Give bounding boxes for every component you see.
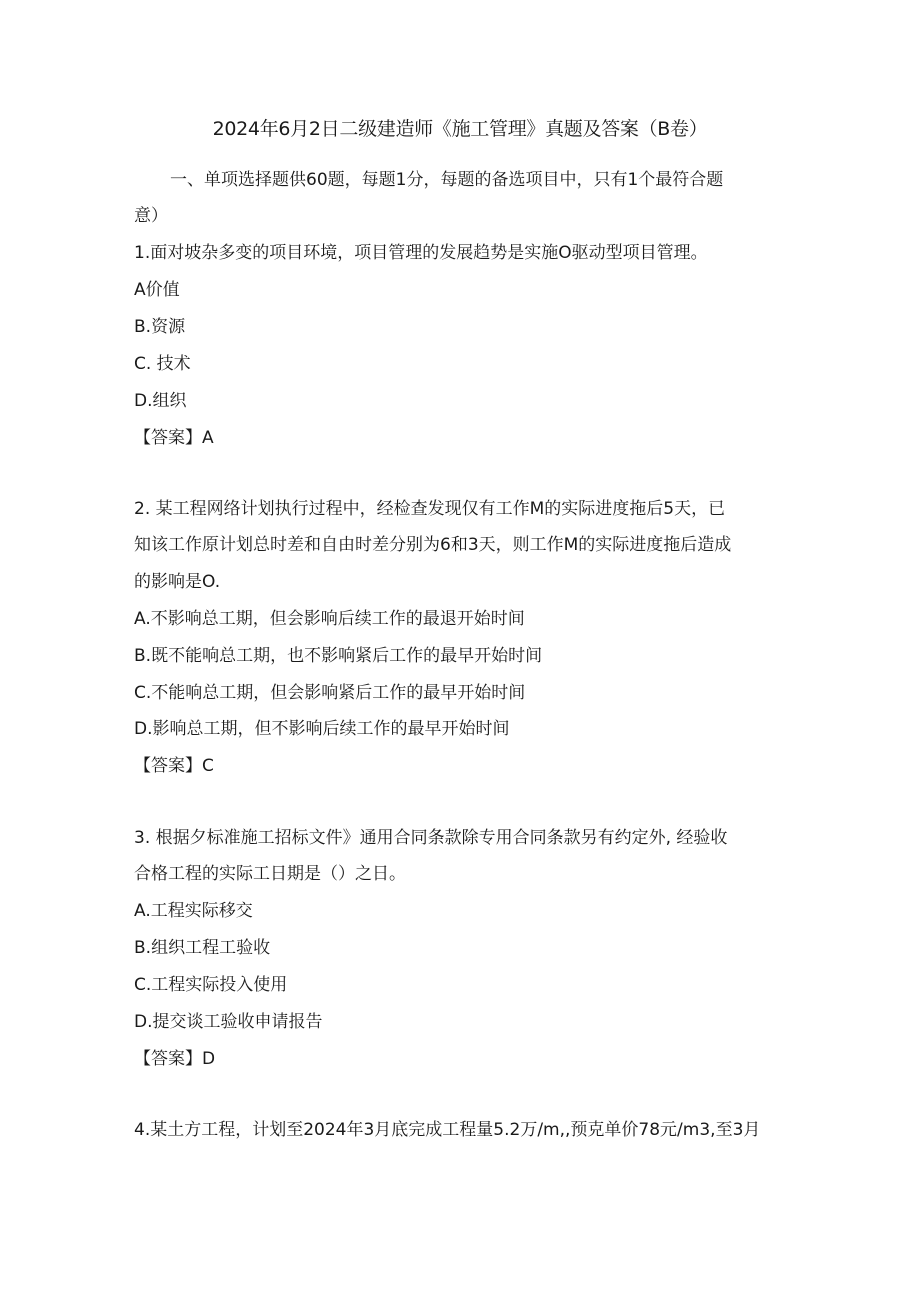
question-1-option-a: A价值: [134, 280, 180, 300]
section-intro-line-1: 一、单项选择题供60题，每题1分，每题的备选项目中，只有1个最符合题: [170, 170, 724, 190]
question-3-answer: 【答案】D: [134, 1049, 216, 1069]
question-3-option-c: C.工程实际投入使用: [134, 975, 288, 995]
question-2-answer: 【答案】C: [134, 756, 214, 776]
question-2-option-a: A.不影响总工期，但会影响后续工作的最退开始时间: [134, 609, 525, 629]
question-2-option-d: D.影响总工期，但不影响后续工作的最早开始时间: [134, 719, 510, 739]
question-3-option-a: A.工程实际移交: [134, 901, 253, 921]
question-3-stem-line-2: 合格工程的实际工日期是（）之日。: [134, 864, 406, 884]
section-intro-line-2: 意）: [134, 206, 168, 226]
question-1-stem: 1.面对坡杂多变的项目环境，项目管理的发展趋势是实施O驱动型项目管理。: [134, 243, 708, 263]
question-3-stem-line-1: 3. 根据夕标准施工招标文件》通用合同条款除专用合同条款另有约定外, 经验收: [134, 828, 728, 848]
question-3-option-b: B.组织工程工验收: [134, 938, 271, 958]
question-1-answer: 【答案】A: [134, 428, 214, 448]
question-2-stem-line-3: 的影响是O.: [134, 572, 221, 592]
question-2-option-b: B.既不能响总工期，也不影响紧后工作的最早开始时间: [134, 646, 543, 666]
question-2-stem-line-2: 知该工作原计划总时差和自由时差分别为6和3天，则工作M的实际进度拖后造成: [134, 535, 732, 555]
question-4-stem-line-1: 4.某土方工程，计划至2024年3月底完成工程量5.2万/m,,预克单价78元/m3,至3月: [134, 1120, 761, 1140]
question-1-option-c: C. 技术: [134, 354, 191, 374]
question-2-stem-line-1: 2. 某工程网络计划执行过程中，经检查发现仅有工作M的实际进度拖后5天，已: [134, 499, 726, 519]
question-2-option-c: C.不能响总工期，但会影响紧后工作的最早开始时间: [134, 683, 526, 703]
question-1-option-b: B.资源: [134, 317, 186, 337]
question-1-option-d: D.组织: [134, 391, 187, 411]
question-3-option-d: D.提交谈工验收申请报告: [134, 1012, 323, 1032]
document-title: 2024年6月2日二级建造师《施工管理》真题及答案（B卷）: [212, 118, 708, 140]
